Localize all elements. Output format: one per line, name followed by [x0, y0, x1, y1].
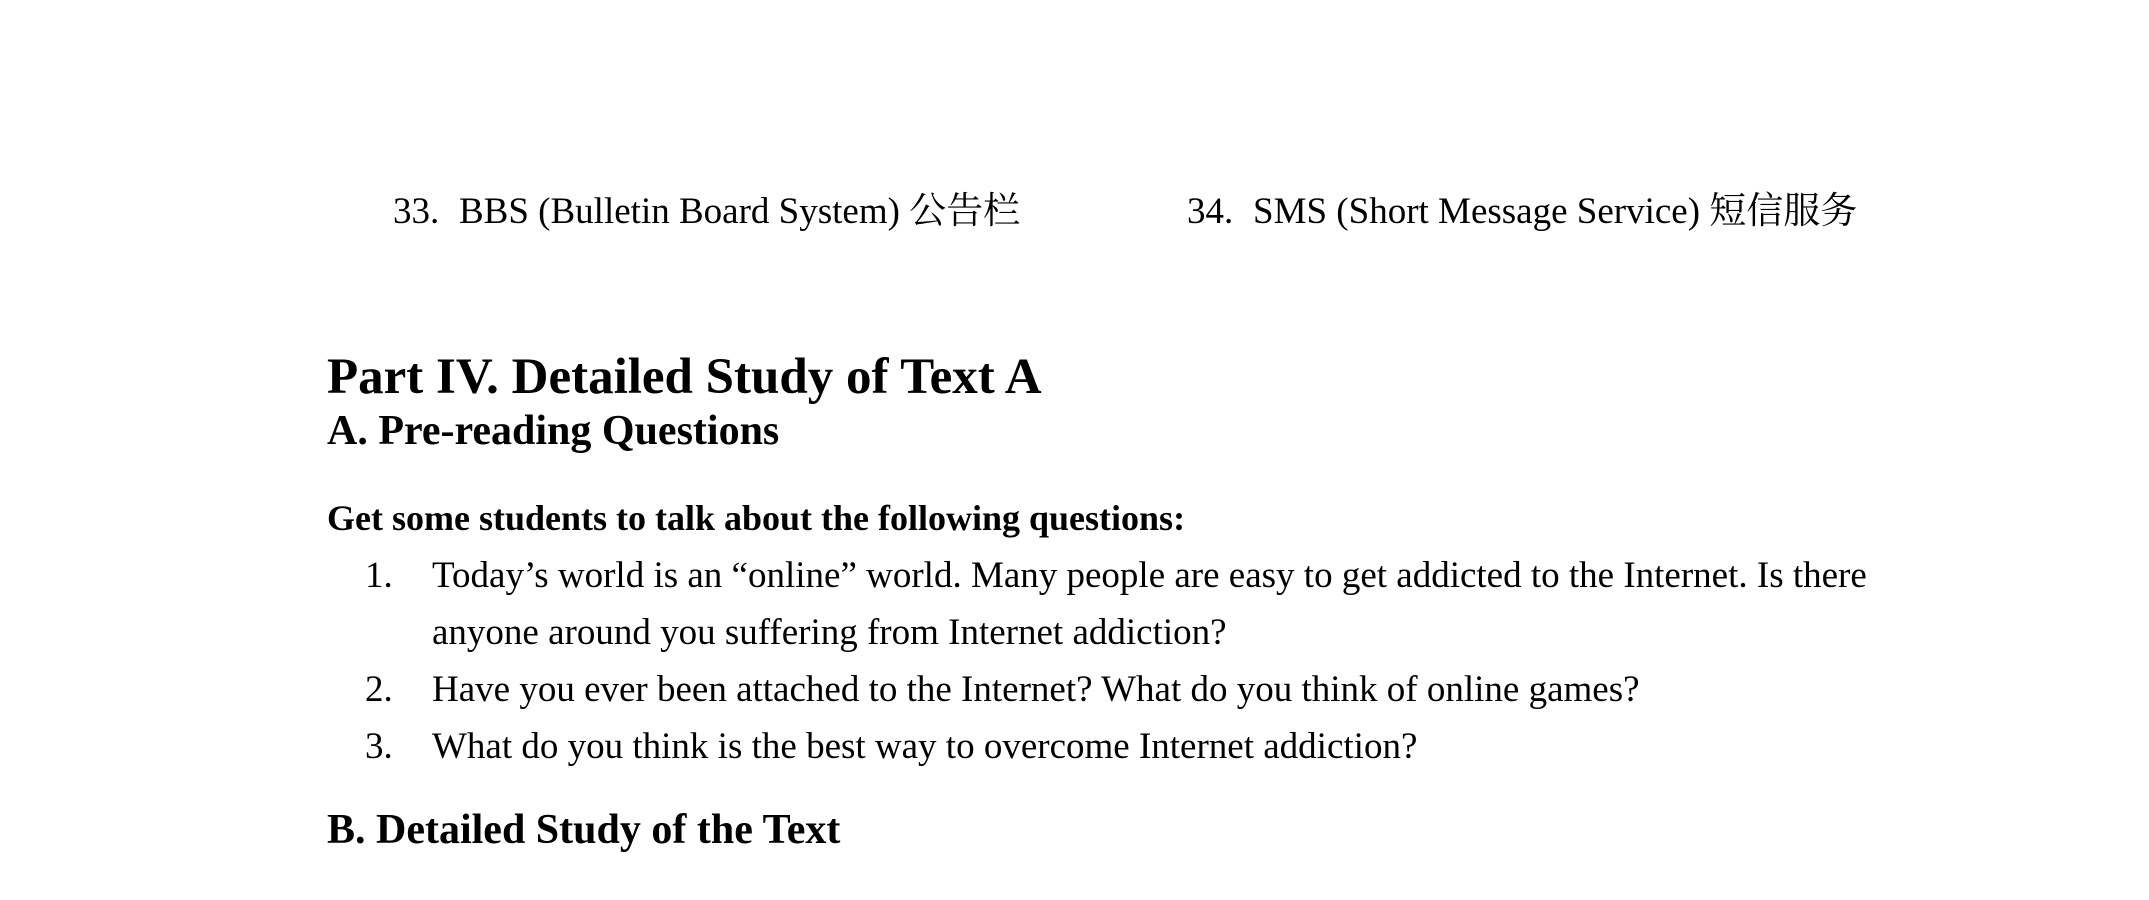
section-a-heading: A. Pre-reading Questions — [327, 408, 780, 454]
question-text: Have you ever been attached to the Internet? What do you think of online games? — [432, 669, 1640, 710]
list-item — [327, 661, 1867, 718]
section-b-heading: B. Detailed Study of the Text — [327, 807, 841, 853]
vocab-term: SMS (Short Message Service) 短信服务 — [1253, 191, 1858, 232]
list-item — [327, 718, 1867, 775]
part-heading: Part IV. Detailed Study of Text A — [327, 349, 1042, 405]
list-item — [327, 547, 1867, 661]
question-text: Today’s world is an “online” world. Many people are easy to get addicted to the Internet. Is there anyone around you suffering from Internet addiction? — [432, 555, 1867, 653]
question-number: 2. — [365, 669, 393, 710]
vocab-number: 33. — [393, 191, 440, 232]
question-number: 1. — [365, 555, 393, 596]
vocab-term: BBS (Bulletin Board System) 公告栏 — [459, 191, 1021, 232]
question-number: 3. — [365, 726, 393, 767]
vocab-number: 34. — [1187, 191, 1234, 232]
question-list — [327, 547, 1867, 775]
instruction-text: Get some students to talk about the following questions: — [327, 498, 1186, 538]
question-text: What do you think is the best way to overcome Internet addiction? — [432, 726, 1418, 767]
